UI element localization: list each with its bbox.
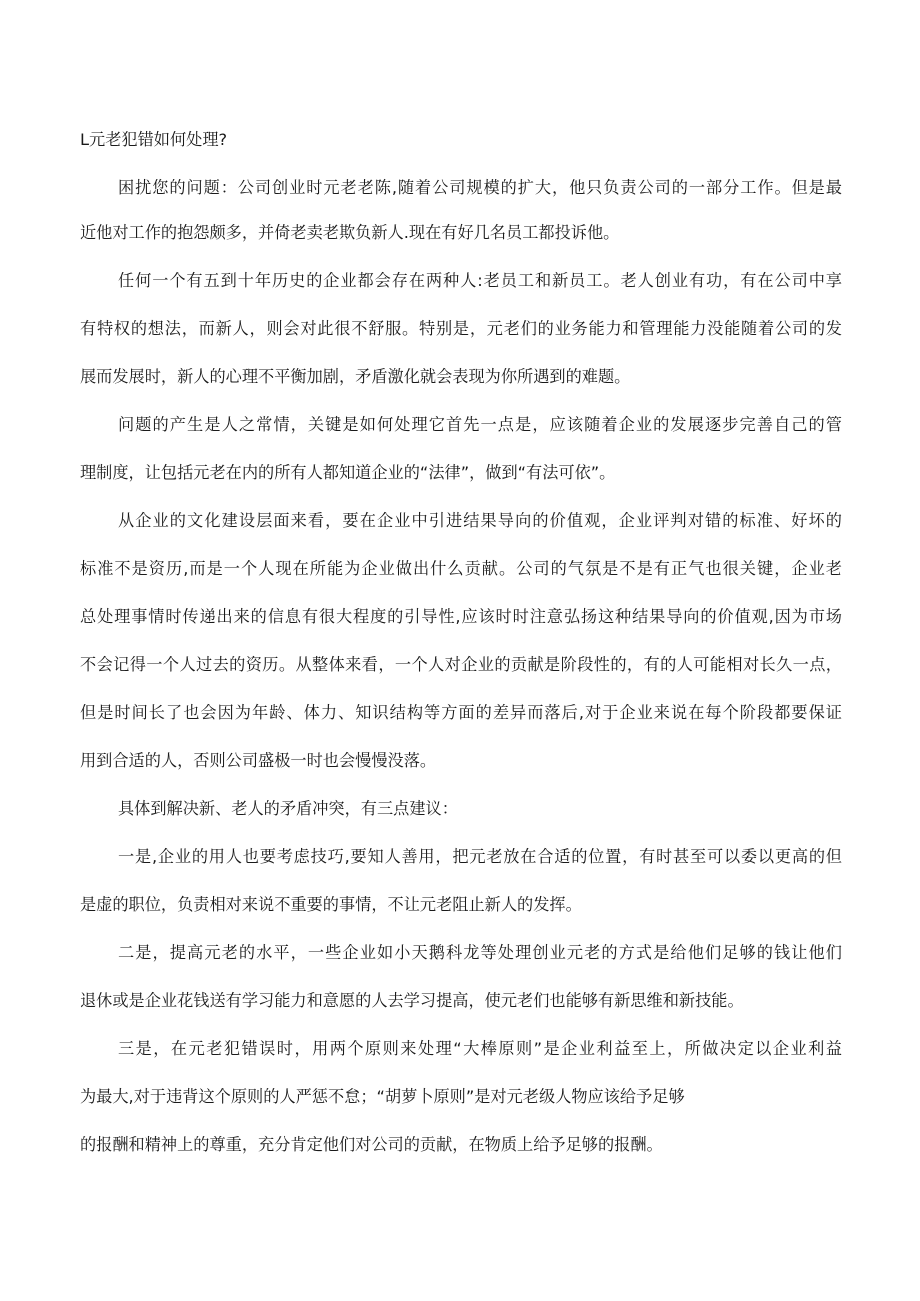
paragraph-line: 但是时间长了也会因为年龄、体力、知识结构等方面的差异而落后,对于企业来说在每个阶段都要保证 [80,703,842,722]
paragraph-line: 近他对工作的抱怨颇多，并倚老卖老欺负新人.现在有好几名员工都投诉他。 [80,223,620,242]
paragraph-line: 三是，在元老犯错误时，用两个原则来处理“大棒原则”是企业利益至上，所做决定以企业利益 [118,1039,842,1058]
document-title: L元老犯错如何处理? [80,130,228,149]
paragraph-line: 退休或是企业花钱送有学习能力和意愿的人去学习提高，使元老们也能够有新思维和新技能。 [80,991,744,1010]
paragraph-line: 有特权的想法，而新人，则会对此很不舒服。特别是，元老们的业务能力和管理能力没能随着公司的发 [80,319,842,338]
paragraph-line: 从企业的文化建设层面来看，要在企业中引进结果导向的价值观，企业评判对错的标准、好坏的 [118,511,842,530]
paragraph-line: 理制度，让包括元老在内的所有人都知道企业的“法律”，做到“有法可依”。 [80,463,616,482]
paragraph-line: 一是,企业的用人也要考虑技巧,要知人善用，把元老放在合适的位置，有时甚至可以委以更高的但 [118,847,842,866]
paragraph-line: 任何一个有五到十年历史的企业都会存在两种人:老员工和新员工。老人创业有功，有在公司中享 [118,271,842,290]
paragraph-line: 是虚的职位，负责相对来说不重要的事情，不让元老阻止新人的发挥。 [80,895,582,914]
paragraph-line: 困扰您的问题：公司创业时元老老陈,随着公司规模的扩大，他只负责公司的一部分工作。但是最 [118,178,842,197]
paragraph-line: 二是，提高元老的水平，一些企业如小天鹅科龙等处理创业元老的方式是给他们足够的钱让他们 [118,943,842,962]
paragraph-line: 总处理事情时传递出来的信息有很大程度的引导性,应该时时注意弘扬这种结果导向的价值观,因为市场 [80,607,842,626]
paragraph-line: 不会记得一个人过去的资历。从整体来看，一个人对企业的贡献是阶段性的，有的人可能相对长久一点， [80,655,842,674]
paragraph-line: 标准不是资历,而是一个人现在所能为企业做出什么贡献。公司的气氛是不是有正气也很关键，企业老 [80,559,842,578]
paragraph-line: 为最大,对于违背这个原则的人严惩不怠；“胡萝卜原则”是对元老级人物应该给予足够 [80,1087,685,1106]
paragraph-line: 展而发展时，新人的心理不平衡加剧，矛盾激化就会表现为你所遇到的难题。 [80,367,631,386]
paragraph-line: 用到合适的人，否则公司盛极一时也会慢慢没落。 [80,751,437,770]
paragraph-line: 问题的产生是人之常情，关键是如何处理它首先一点是，应该随着企业的发展逐步完善自己的管 [118,415,842,434]
paragraph-line: 具体到解决新、老人的矛盾冲突，有三点建议： [118,799,458,818]
paragraph-line: 的报酬和精神上的尊重，充分肯定他们对公司的贡献，在物质上给予足够的报酬。 [80,1135,663,1154]
